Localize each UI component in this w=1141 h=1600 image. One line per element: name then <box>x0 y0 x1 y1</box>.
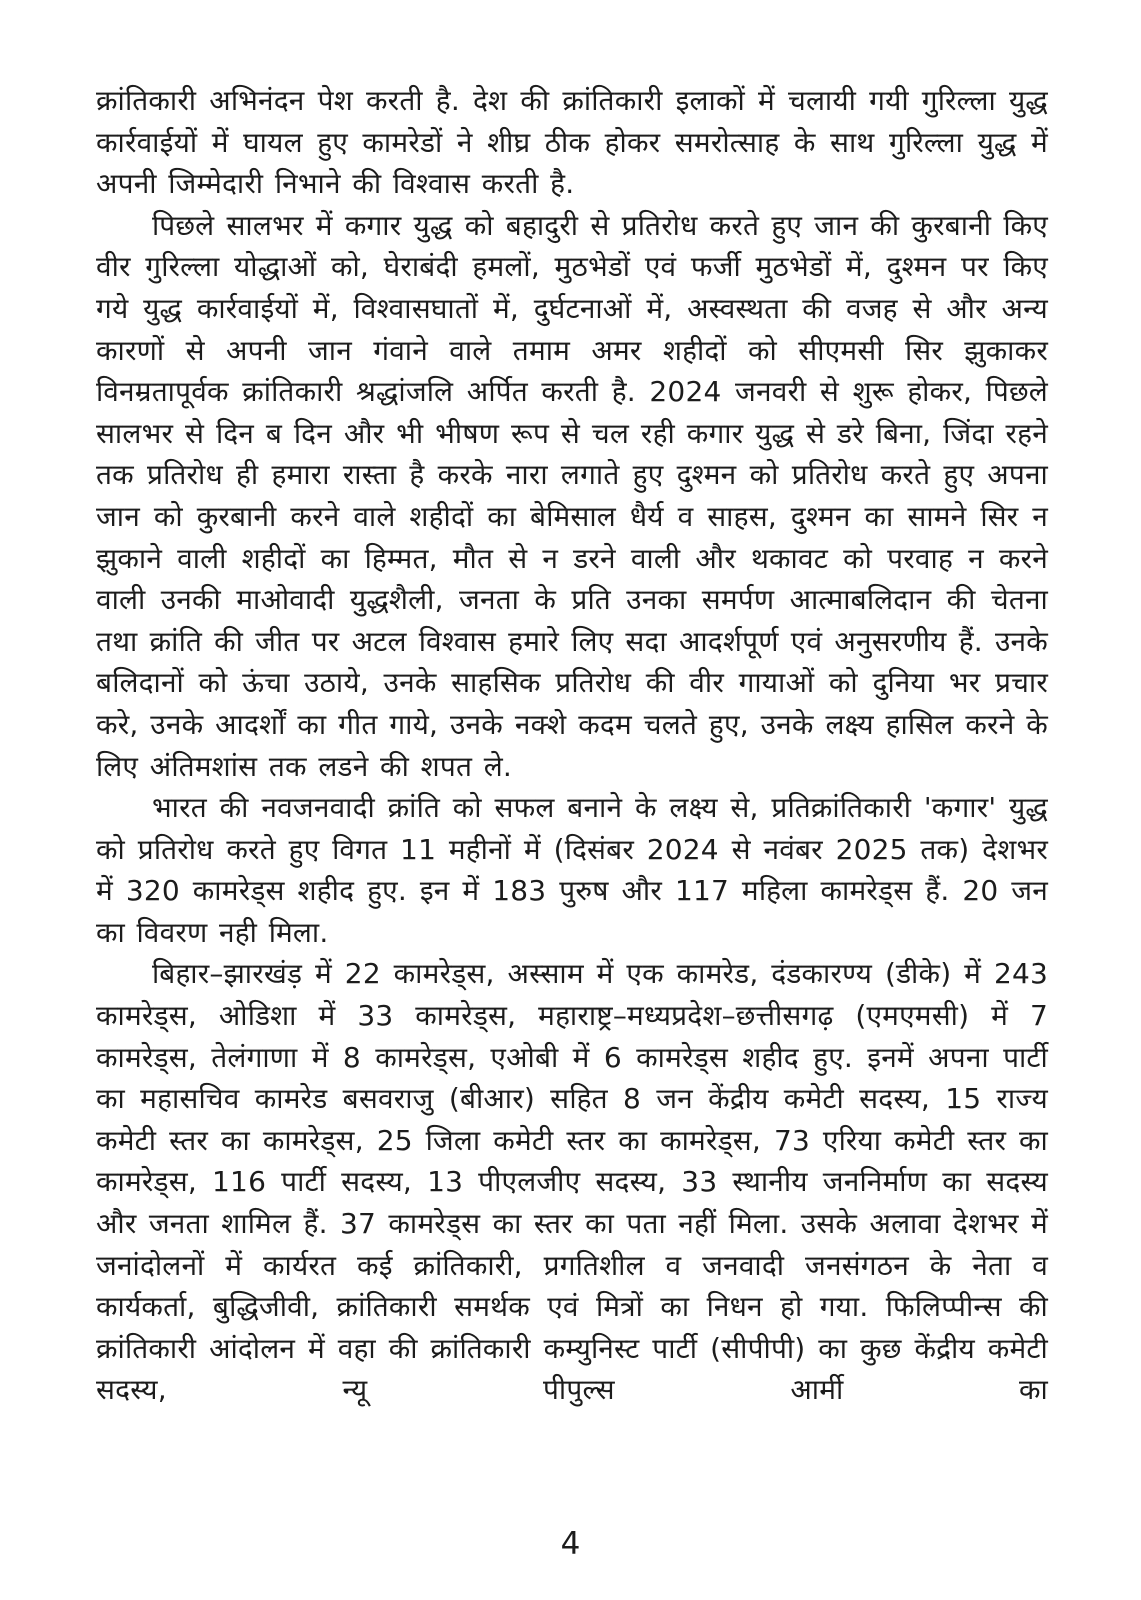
paragraph-martyrs-tribute: पिछले सालभर में कगार युद्ध को बहादुरी से प्रतिरोध करते हुए जान की कुरबानी किए वीर गुरिल्ला योद्धाओं को, घेराबंदी हमलों, मुठभेडों एवं फर्जी मुठभेडों में, दुश्मन पर किए गये युद्ध कार्रवाईयों में, विश्वासघातों में, दुर्घटनाओं में, अस्वस्थता की वजह से और अन्य कारणों से अपनी जान गंवाने वाले तमाम अमर शहीदों को सीएमसी सिर झुकाकर विनम्रतापूर्वक क्रांतिकारी श्रद्धांजलि अर्पित करती है. 2024 जनवरी से शुरू होकर, पिछले सालभर से दिन ब दिन और भी भीषण रूप से चल रही कगार युद्ध से डरे बिना, जिंदा रहने तक प्रतिरोध ही हमारा रास्ता है करके नारा लगाते हुए दुश्मन को प्रतिरोध करते हुए अपना जान को कुरबानी करने वाले शहीदों का बेमिसाल धैर्य व साहस, दुश्मन का सामने सिर न झुकाने वाली शहीदों का हिम्मत, मौत से न डरने वाली और थकावट को परवाह न करने वाली उनकी माओवादी युद्धशैली, जनता के प्रति उनका समर्पण आत्माबलिदान की चेतना तथा क्रांति की जीत पर अटल विश्वास हमारे लिए सदा आदर्शपूर्ण एवं अनुसरणीय हैं. उनके बलिदानों को ऊंचा उठाये, उनके साहसिक प्रतिरोध की वीर गायाओं को दुनिया भर प्रचार करे, उनके आदर्शों का गीत गाये, उनके नक्शे कदम चलते हुए, उनके लक्ष्य हासिल करने के लिए अंतिमशांस तक लडने की शपत ले. <box>96 208 1048 783</box>
paragraph-continuation: क्रांतिकारी अभिनंदन पेश करती है. देश की क्रांतिकारी इलाकों में चलायी गयी गुरिल्ला युद्ध कार्रवाईयों में घायल हुए कामरेडों ने शीघ्र ठीक होकर समरोत्साह के साथ गुरिल्ला युद्ध में अपनी जिम्मेदारी निभाने की विश्वास करती है. <box>96 84 1048 201</box>
text-block <box>96 80 1048 1411</box>
page-number: 4 <box>560 1526 581 1562</box>
paragraph-regional-breakdown: बिहार–झारखंड़ में 22 कामरेड्स, अस्साम में एक कामरेड, दंडकारण्य (डीके) में 243 कामरेड्स, ओडिशा में 33 कामरेड्स, महाराष्ट्र–मध्यप्रदेश–छत्तीसगढ़ (एमएमसी) में 7 कामरेड्स, तेलंगाणा में 8 कामरेड्स, एओबी में 6 कामरेड्स शहीद हुए. इनमें अपना पार्टी का महासचिव कामरेड बसवराजु (बीआर) सहित 8 जन केंद्रीय कमेटी सदस्य, 15 राज्य कमेटी स्तर का कामरेड्स, 25 जिला कमेटी स्तर का कामरेड्स, 73 एरिया कमेटी स्तर का कामरेड्स, 116 पार्टी सदस्य, 13 पीएलजीए सदस्य, 33 स्थानीय जननिर्माण का सदस्य और जनता शामिल हैं. 37 कामरेड्स का स्तर का पता नहीं मिला. उसके अलावा देशभर में जनांदोलनों में कार्यरत कई क्रांतिकारी, प्रगतिशील व जनवादी जनसंगठन के नेता व कार्यकर्ता, बुद्धिजीवी, क्रांतिकारी समर्थक एवं मित्रों का निधन हो गया. फिलिप्पीन्स की क्रांतिकारी आंदोलन में वहा की क्रांतिकारी कम्युनिस्ट पार्टी (सीपीपी) का कुछ केंद्रीय कमेटी सदस्य, न्यू पीपुल्स आर्मी का <box>96 957 1048 1407</box>
paragraph-martyr-statistics: भारत की नवजनवादी क्रांति को सफल बनाने के लक्ष्य से, प्रतिक्रांतिकारी 'कगार' युद्ध को प्रतिरोध करते हुए विगत 11 महीनों में (दिसंबर 2024 से नवंबर 2025 तक) देशभर में 320 कामरेड्स शहीद हुए. इन में 183 पुरुष और 117 महिला कामरेड्स हैं. 20 जन का विवरण नही मिला. <box>96 791 1048 949</box>
